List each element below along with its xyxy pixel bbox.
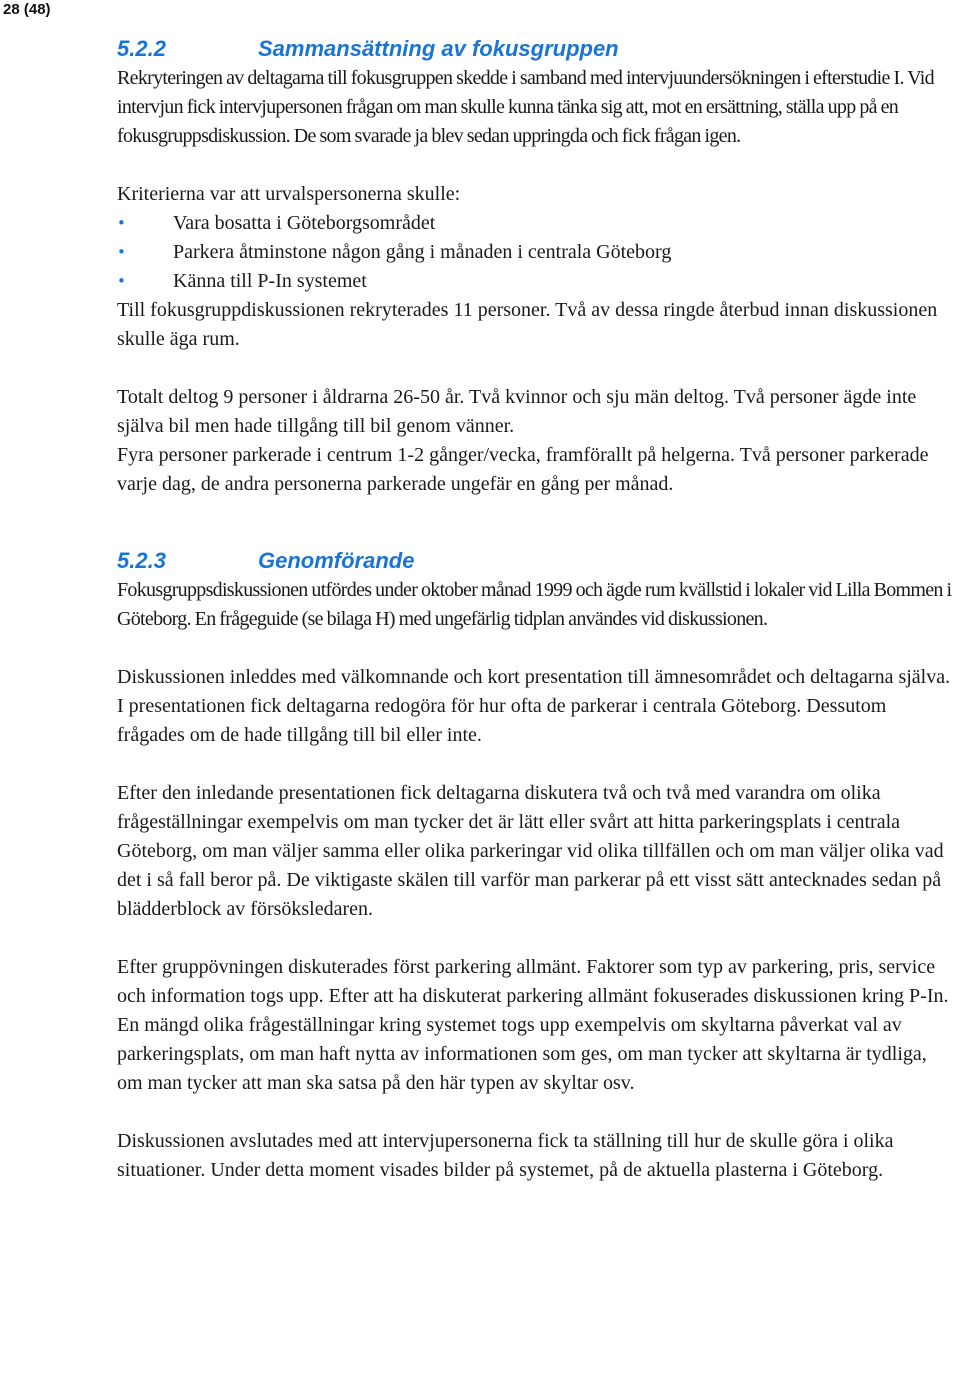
list-item: • Känna till P-In systemet: [117, 267, 957, 296]
document-body: [117, 34, 957, 1185]
criteria-lead: Kriterierna var att urvalspersonerna skulle:: [117, 183, 461, 205]
parking-paragraph: Fyra personer parkerade i centrum 1-2 gånger/vecka, framförallt på helgerna. Två personer parkerade varje dag, de andra personerna parkerade ungefär en gång per månad.: [117, 444, 929, 495]
page-number: 28 (48): [3, 1, 51, 18]
paragraph: Efter gruppövningen diskuterades först parkering allmänt. Faktorer som typ av parkering, pris, service och information togs upp. Efter att ha diskuterat parkering allmänt fokuserades diskussionen kring P-In. En mängd olika frågeställningar kring systemet togs upp exempelvis om skyltarna påverkat val av parkeringsplats, om man haft nytta av informationen som ges, om man tycker att skyltarna är tydliga, om man tycker att man ska satsa på den här typen av skyltar osv.: [117, 956, 949, 1094]
section-number: 5.2.3: [117, 548, 166, 573]
list-item: • Vara bosatta i Göteborgsområdet: [117, 209, 957, 238]
list-item: • Parkera åtminstone någon gång i månaden i centrala Göteborg: [117, 238, 957, 267]
recruit-paragraph: Till fokusgruppdiskussionen rekryterades 11 personer. Två av dessa ringde återbud innan diskussionen skulle äga rum.: [117, 299, 938, 350]
section-title: Sammansättning av fokusgruppen: [258, 36, 619, 61]
bullet-icon: •: [117, 243, 126, 261]
intro-paragraph: Rekryteringen av deltagarna till fokusgruppen skedde i samband med intervjuundersökningen i efterstudie I. Vid intervjun fick intervjupersonen frågan om man skulle kunna tänka sig att, mot en ersättning, ställa upp på en fokusgruppsdiskussion. De som svarade ja blev sedan uppringda och fick frågan igen.: [117, 67, 934, 147]
paragraph: Diskussionen avslutades med att intervjupersonerna fick ta ställning till hur de skulle göra i olika situationer. Under detta moment visades bilder på systemet, på de aktuella plasterna i Göteborg.: [117, 1130, 894, 1181]
bullet-icon: •: [117, 272, 126, 290]
bullet-icon: •: [117, 214, 126, 232]
section-heading-5-2-3: [117, 546, 957, 576]
section-number: 5.2.2: [117, 36, 166, 61]
section-title: Genomförande: [258, 548, 415, 573]
section-heading-5-2-2: [117, 34, 957, 64]
paragraph: Efter den inledande presentationen fick deltagarna diskutera två och två med varandra om olika frågeställningar exempelvis om man tycker det är lätt eller svårt att hitta parkeringsplats i centrala Göteborg, om man väljer samma eller olika parkeringar vid olika tillfällen och om man väljer olika vad det i så fall beror på. De viktigaste skälen till varför man parkerar på ett visst sätt antecknades sedan på blädderblock av försöksledaren.: [117, 782, 944, 920]
criteria-list: [117, 209, 957, 296]
paragraph: Diskussionen inleddes med välkomnande och kort presentation till ämnesområdet och deltagarna själva. I presentationen fick deltagarna redogöra för hur ofta de parkerar i centrala Göteborg. Dessutom frågades om de hade tillgång till bil eller inte.: [117, 666, 951, 746]
paragraph: Fokusgruppsdiskussionen utfördes under oktober månad 1999 och ägde rum kvällstid i lokaler vid Lilla Bommen i Göteborg. En frågeguide (se bilaga H) med ungefärlig tidplan användes vid diskussionen.: [117, 579, 952, 630]
participants-paragraph: Totalt deltog 9 personer i åldrarna 26-50 år. Två kvinnor och sju män deltog. Två personer ägde inte själva bil men hade tillgång till bil genom vänner.: [117, 386, 917, 437]
